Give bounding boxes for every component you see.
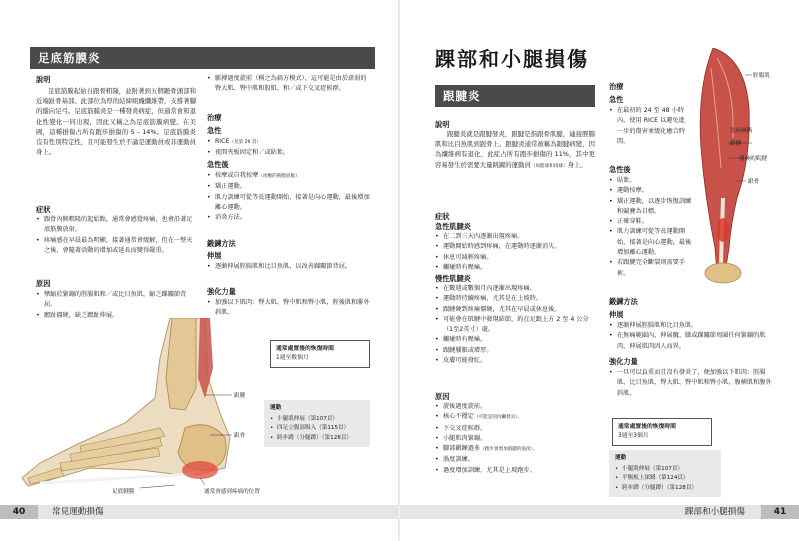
page-number-left: 40 bbox=[0, 505, 38, 519]
list-item: • 皮膚可能發紅。 bbox=[435, 356, 595, 366]
label-soleus: 比目魚肌 bbox=[730, 128, 753, 134]
recovery-time-title: 通常處置後的恢復時間 bbox=[276, 346, 334, 352]
exercise-ref[interactable]: • 平衡板上深蹲（第124頁） bbox=[615, 474, 715, 484]
label-inflamed-tendon: 發炎的肌腱 bbox=[739, 156, 767, 162]
list-item: • 過度增加訓練，尤其是上坡跑步。 bbox=[435, 466, 600, 476]
stretch-list bbox=[207, 262, 372, 272]
strength-list bbox=[207, 298, 372, 319]
exercise-ref[interactable]: • 小腿肌伸展（第107頁） bbox=[270, 415, 364, 425]
causes-list-continued bbox=[207, 74, 372, 95]
heading-symptoms: 症狀 bbox=[36, 205, 51, 214]
list-item: • 疼痛感在早晨最為明顯，接著通常會緩解，但在一整天之後，會隨著活動的增加或延長而變得嚴重。 bbox=[36, 236, 196, 257]
description-text: 足底筋膜起始自跟骨粗隆，並附著到五個蹠骨頭部和近端趾骨基部。此部位為厚的結締組織纖維帶，支撐著腳的縱向足弓。足底筋膜炎是一種發炎病症，但通常會和退化性變化一同出現，因此又稱之為足底筋膜病變。在美國，這種損傷占所有跑步損傷的 5 – 14%。足底筋膜炎沒有性別特定性，且可能發生於不論是運動員或非運動員身上。 bbox=[36, 87, 196, 157]
stretch-list bbox=[609, 321, 774, 352]
footer-right: 踝部和小腿損傷 bbox=[400, 505, 761, 519]
causes-list bbox=[36, 290, 196, 321]
list-item: • 攣縮於緊繃的脛腸肌和／或比目魚肌，縮乏踝關節背屈。 bbox=[36, 290, 196, 311]
exercises-box bbox=[264, 400, 370, 447]
list-item: • 旋後過度旋前。 bbox=[435, 402, 600, 412]
page-number-right: 41 bbox=[761, 505, 799, 519]
list-item: • 可能會在肌腱中發現結節，約在足跟上方 2 至 4 公分（1至2英寸）處。 bbox=[435, 315, 595, 336]
heading-acute-tendinitis: 急性肌腱炎 bbox=[435, 222, 471, 231]
label-calcaneus: 跟骨 bbox=[748, 179, 760, 185]
list-item: • 跟腱腫脹或增厚。 bbox=[435, 346, 595, 356]
heading-acute: 急性 bbox=[207, 126, 222, 135]
list-item: • 在二到三天內逐漸出現疼痛。 bbox=[435, 232, 595, 242]
acute-treatment-list bbox=[609, 106, 689, 147]
acute-treatment-list bbox=[207, 137, 372, 159]
exercises-box bbox=[609, 450, 721, 497]
heading-description: 說明 bbox=[36, 75, 51, 84]
exercises-title: 運動 bbox=[615, 455, 627, 461]
heading-training: 鍛鍊方法 bbox=[609, 297, 638, 306]
list-item: • 跟腱硬到疼痛僵硬，尤其在早晨或休息後。 bbox=[435, 305, 595, 315]
list-item: • 運動時持續疼痛，尤其是在上坡時。 bbox=[435, 294, 595, 304]
label-calcaneus: 跟骨 bbox=[234, 433, 246, 439]
exercise-ref[interactable]: • 小腿肌伸展（第107頁） bbox=[615, 465, 715, 475]
heading-acute: 急性 bbox=[609, 95, 624, 104]
chapter-title: 踝部和小腿損傷 bbox=[435, 47, 589, 71]
recovery-time-value: 1週至數個月 bbox=[276, 355, 309, 361]
heading-description: 說明 bbox=[435, 120, 450, 129]
list-item: • 腳部鍛鍊過多（跑步會增加肌腱的張度）。 bbox=[435, 444, 600, 455]
strength-list bbox=[609, 368, 774, 399]
recovery-time-value: 3週至3個月 bbox=[618, 433, 649, 439]
label-achilles: 跟腱 bbox=[730, 141, 742, 147]
foot-illustration bbox=[20, 318, 280, 498]
list-item: • 運動按摩。 bbox=[609, 186, 694, 196]
heading-symptoms: 症狀 bbox=[435, 212, 450, 221]
list-item: • 若跟腱完全斷裂則需要手術。 bbox=[609, 258, 694, 279]
list-item: • 觸碰時有壓痛。 bbox=[435, 263, 595, 273]
list-item: • 在數週或數個月內逐漸出現疼痛。 bbox=[435, 284, 595, 294]
right-page bbox=[400, 0, 799, 541]
symptoms-list bbox=[36, 215, 196, 256]
heading-treatment: 治療 bbox=[609, 82, 624, 91]
heading-post-acute: 急性後 bbox=[609, 165, 631, 174]
chronic-symptoms-list bbox=[435, 284, 595, 366]
list-item: • 運動開始時感到疼痛，在運動時逐漸消失。 bbox=[435, 242, 595, 252]
section-title-achilles: 跟腱炎 bbox=[435, 85, 595, 107]
list-item: • 跟骨內側粗隆的起始點，通常會感覺疼痛，也會沿著足底筋膜放射。 bbox=[36, 215, 196, 236]
list-item: • 核心不穩定（可能是因內臟發炎）。 bbox=[435, 412, 600, 423]
heading-treatment: 治療 bbox=[207, 113, 222, 122]
list-item: • 蹠趾僵硬，缺乏蹠趾伸展。 bbox=[36, 311, 196, 321]
list-item: • 按摩或自我按摩（冰敷的筋膜放鬆） bbox=[207, 171, 372, 182]
list-item: • 矯正運動，以逐步恢復訓練和競賽為目標。 bbox=[609, 197, 694, 218]
list-item: • 休息可減輕疼痛。 bbox=[435, 253, 595, 263]
heading-stretch: 伸展 bbox=[207, 251, 222, 260]
list-item: • 下交叉症候群。 bbox=[435, 424, 600, 434]
footer-left: 常見運動損傷 bbox=[38, 505, 399, 519]
label-plantar-fascia: 足底腱膜 bbox=[112, 489, 135, 495]
list-item: • 脈搏過度旋前（稱之為扁方模式），這可能是由於虛弱的臀大肌、臀中肌和股肌，和／或下交叉症候群。 bbox=[207, 74, 372, 95]
exercises-title: 運動 bbox=[270, 405, 282, 411]
list-item: • 觸碰時有壓痛。 bbox=[435, 335, 595, 345]
label-pain-location: 通常會感到疼痛的位置 bbox=[204, 489, 260, 495]
heading-strength: 強化力量 bbox=[609, 357, 638, 366]
list-item: • 加強以下肌肉：臀大肌、臀中肌和臀小肌，脛後肌和腓外斜肌。 bbox=[207, 298, 372, 319]
exercise-ref[interactable]: • 四足立腹部吸入（第115頁） bbox=[270, 424, 364, 434]
post-acute-list bbox=[207, 171, 372, 223]
list-item: • 一旦可以負重而且沒有發炎了，便加強以下肌肉：脛腸肌、比目魚肌、臀大肌、臀中肌和臀小肌，腹横肌和腹外斜肌。 bbox=[609, 368, 774, 399]
list-item: • RICE（見第 29 頁） bbox=[207, 137, 372, 148]
label-achilles-tendon: 跟腱 bbox=[234, 393, 246, 399]
heading-post-acute: 急性後 bbox=[207, 160, 229, 169]
heading-causes: 原因 bbox=[435, 392, 450, 401]
list-item: • 消炎方法。 bbox=[207, 213, 372, 223]
exercise-ref[interactable]: • 跨步蹲（分腿蹲）（第128頁） bbox=[270, 434, 364, 444]
list-item: • 渦度訓練。 bbox=[435, 455, 600, 465]
list-item: • 貼紮。 bbox=[609, 176, 694, 186]
list-item: • 夜間夾板固定和／或貼紮。 bbox=[207, 148, 372, 158]
recovery-time-title: 通常處置後的恢復時間 bbox=[618, 424, 676, 430]
label-gastrocnemius: 脛腸肌 bbox=[753, 73, 770, 79]
list-item: • 正確穿鞋。 bbox=[609, 217, 694, 227]
left-page bbox=[0, 0, 399, 541]
calf-muscle-illustration bbox=[695, 48, 755, 288]
heading-causes: 原因 bbox=[36, 279, 51, 288]
list-item: • 肌力訓練可從等長運動開始，接著是向心運動，最後增加離心運動。 bbox=[609, 227, 694, 258]
list-item: • 在無痛範圍內，伸展髖、膝或踝關節周圍任何緊繃的肌肉，伸展肌肉因人而異。 bbox=[609, 331, 774, 352]
heading-chronic-tendinitis: 慢性肌腱炎 bbox=[435, 274, 471, 283]
causes-list bbox=[435, 402, 600, 476]
list-item: • 在最初的 24 至 48 小時內，使用 RICE 以避免進一步的傷害並緩化癒合時間。 bbox=[609, 106, 689, 147]
list-item: • 逐漸伸展脛腸肌和比目魚肌。 bbox=[609, 321, 774, 331]
list-item: • 矯正運動。 bbox=[207, 182, 372, 192]
acute-symptoms-list bbox=[435, 232, 595, 273]
heading-training: 鍛鍊方法 bbox=[207, 239, 236, 248]
exercise-ref[interactable]: • 跨步蹲（分腿蹲）（第128頁） bbox=[615, 484, 715, 494]
section-title-plantar-fasciitis: 足底筋膜炎 bbox=[30, 47, 375, 69]
list-item: • 小腿肌肉緊繃。 bbox=[435, 434, 600, 444]
post-acute-list bbox=[609, 176, 694, 279]
list-item: • 肌力訓練可從等長運動開始，接著是向心運動，最後增加離心運動。 bbox=[207, 193, 372, 214]
heading-strength: 強化力量 bbox=[207, 287, 236, 296]
list-item: • 逐漸伸展脛腸肌和比目魚肌，以改善踝關節背屈。 bbox=[207, 262, 372, 272]
heading-stretch: 伸展 bbox=[609, 310, 624, 319]
recovery-time-box bbox=[612, 418, 712, 446]
recovery-time-box bbox=[270, 340, 370, 368]
description-text: 跟腱炎就是跟腱發炎，跟腱是指跟骨肌腱，連接脛腸肌和比目魚肌到跟骨上。跟腱炎通常被稱為跟腱病變，因為纖維病有退化，此症占所有跑步損傷的 11%，其中更容易發生於需要大量跳躍的運動員（如籃球和排球）身上。 bbox=[435, 130, 595, 169]
